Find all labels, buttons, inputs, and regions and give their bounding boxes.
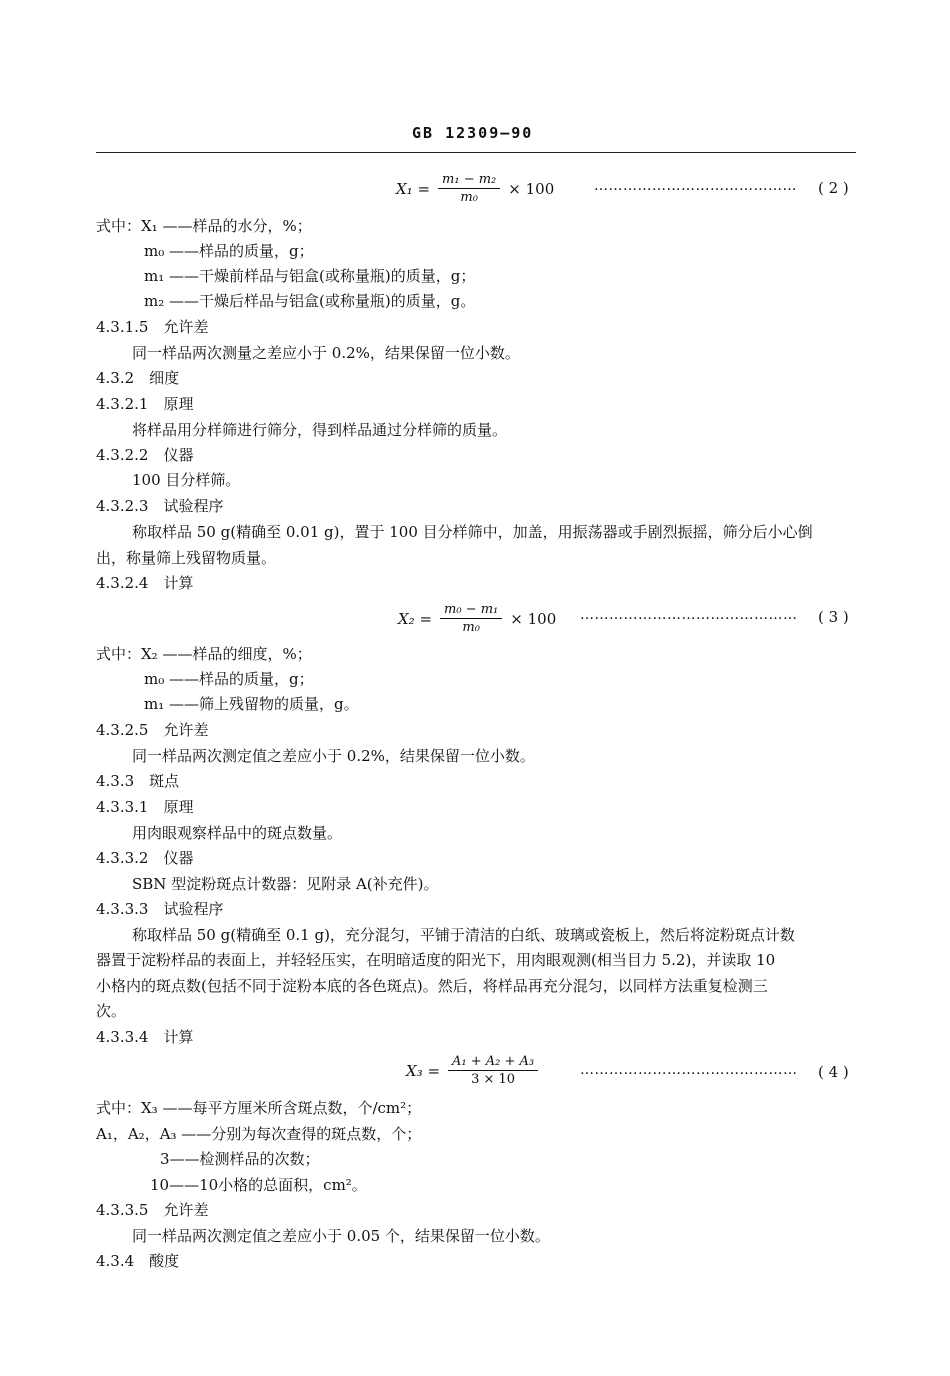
formula-3 [398, 602, 556, 635]
formula-4-var-10: 10——10小格的总面积，cm²。 [150, 1176, 367, 1194]
section-4-3-2-4-heading: 4.3.2.4 计算 [96, 574, 194, 592]
section-4-3-2-2-text: 100 目分样筛。 [132, 471, 241, 489]
section-4-3-3-5-text: 同一样品两次测定值之差应小于 0.05 个，结果保留一位小数。 [132, 1227, 550, 1245]
formula-3-var-m0: m₀ ——样品的质量，g； [144, 670, 314, 688]
formula-4-var-x3: 式中：X₃ ——每平方厘米所含斑点数，个/cm²； [96, 1099, 422, 1117]
formula-4-var-a: A₁，A₂，A₃ ——分别为每次查得的斑点数，个； [96, 1125, 422, 1143]
section-4-3-2-2-heading: 4.3.2.2 仪器 [96, 446, 194, 464]
formula-2 [396, 172, 554, 205]
formula-4-fraction [448, 1054, 538, 1087]
formula-4-var-3: 3——检测样品的次数； [160, 1150, 320, 1168]
formula-2-denominator: m₀ [460, 190, 478, 205]
formula-3-var-x2: 式中：X₂ ——样品的细度，%； [96, 645, 312, 663]
section-4-3-1-5-heading: 4.3.1.5 允许差 [96, 318, 209, 336]
page-header-title: GB 12309—90 [412, 124, 534, 142]
formula-2-fraction [438, 172, 500, 205]
formula-2-rhs: × 100 [508, 179, 555, 198]
formula-2-var-m0: m₀ ——样品的质量，g； [144, 242, 314, 260]
formula-2-number: ( 2 ) [818, 179, 849, 197]
section-4-3-3-1-text: 用肉眼观察样品中的斑点数量。 [132, 824, 343, 842]
section-4-3-3-4-heading: 4.3.3.4 计算 [96, 1028, 194, 1046]
formula-4-lhs: X₃ = [406, 1061, 441, 1080]
formula-3-fraction [440, 602, 502, 635]
section-4-3-3-2-heading: 4.3.3.2 仪器 [96, 849, 194, 867]
formula-4-leader: ……………………………………… [580, 1062, 798, 1078]
section-4-3-2-3-heading: 4.3.2.3 试验程序 [96, 497, 224, 515]
formula-3-rhs: × 100 [510, 609, 557, 628]
formula-4 [406, 1054, 546, 1087]
section-4-3-3-3-line-3: 小格内的斑点数(包括不同于淀粉本底的各色斑点)。然后，将样品再充分混匀，以同样方法重复检测三 [96, 977, 768, 995]
section-4-3-3-heading: 4.3.3 斑点 [96, 772, 180, 790]
formula-2-numerator: m₁ − m₂ [442, 172, 497, 187]
section-4-3-3-3-heading: 4.3.3.3 试验程序 [96, 900, 224, 918]
section-4-3-4-heading: 4.3.4 酸度 [96, 1252, 180, 1270]
section-4-3-2-3-line-2: 出，称量筛上残留物质量。 [96, 549, 277, 567]
formula-3-var-m1: m₁ ——筛上残留物的质量，g。 [144, 695, 359, 713]
formula-3-number: ( 3 ) [818, 608, 849, 626]
formula-2-var-m1: m₁ ——干燥前样品与铝盒(或称量瓶)的质量，g； [144, 267, 476, 285]
header-divider [96, 152, 856, 153]
formula-2-var-m2: m₂ ——干燥后样品与铝盒(或称量瓶)的质量，g。 [144, 292, 476, 310]
formula-3-denominator: m₀ [462, 620, 480, 635]
section-4-3-2-3-line-1: 称取样品 50 g(精确至 0.01 g)，置于 100 目分样筛中，加盖，用振荡器或手剧烈振摇，筛分后小心倒 [132, 523, 813, 541]
formula-4-number: ( 4 ) [818, 1063, 849, 1081]
formula-3-lhs: X₂ = [398, 609, 433, 628]
section-4-3-2-heading: 4.3.2 细度 [96, 369, 180, 387]
section-4-3-3-2-text: SBN 型淀粉斑点计数器：见附录 A(补充件)。 [132, 875, 439, 893]
formula-2-lhs: X₁ = [396, 179, 431, 198]
formula-3-numerator: m₀ − m₁ [444, 602, 499, 617]
formula-3-leader: ……………………………………… [580, 607, 798, 623]
section-4-3-3-5-heading: 4.3.3.5 允许差 [96, 1201, 209, 1219]
section-4-3-2-5-text: 同一样品两次测定值之差应小于 0.2%，结果保留一位小数。 [132, 747, 535, 765]
section-4-3-3-3-line-2: 器置于淀粉样品的表面上，并轻轻压实，在明暗适度的阳光下，用肉眼观测(相当目力 5.2)，并读取 10 [96, 951, 776, 969]
section-4-3-1-5-text: 同一样品两次测量之差应小于 0.2%，结果保留一位小数。 [132, 344, 520, 362]
section-4-3-3-3-line-4: 次。 [96, 1002, 127, 1020]
section-4-3-2-1-heading: 4.3.2.1 原理 [96, 395, 194, 413]
section-4-3-3-3-line-1: 称取样品 50 g(精确至 0.1 g)，充分混匀，平铺于清洁的白纸、玻璃或瓷板上，然后将淀粉斑点计数 [132, 926, 795, 944]
formula-4-numerator: A₁ + A₂ + A₃ [452, 1054, 535, 1069]
formula-4-denominator: 3 × 10 [471, 1072, 516, 1087]
section-4-3-3-1-heading: 4.3.3.1 原理 [96, 798, 194, 816]
section-4-3-2-1-text: 将样品用分样筛进行筛分，得到样品通过分样筛的质量。 [132, 421, 508, 439]
section-4-3-2-5-heading: 4.3.2.5 允许差 [96, 721, 209, 739]
formula-2-var-x1: 式中：X₁ ——样品的水分，%； [96, 217, 312, 235]
formula-2-leader: …………………………………… [594, 178, 797, 194]
